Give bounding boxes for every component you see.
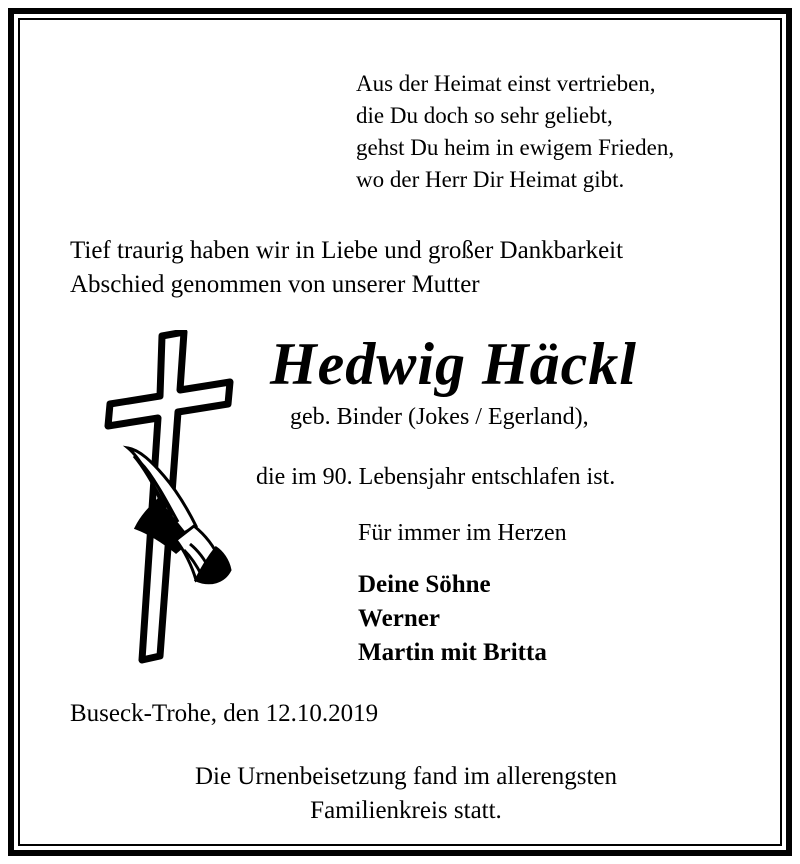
poem-line: die Du doch so sehr geliebt, (356, 103, 613, 128)
poem-line: Aus der Heimat einst vertrieben, (356, 71, 656, 96)
poem-line: wo der Herr Dir Heimat gibt. (356, 167, 625, 192)
burial-note (20, 760, 792, 828)
burial-note-line: Die Urnenbeisetzung fand im allerengsten (194, 763, 618, 790)
poem-line: gehst Du heim in ewigem Frieden, (356, 135, 675, 160)
forever-in-heart: Für immer im Herzen (358, 520, 567, 546)
obituary-frame (8, 8, 792, 856)
burial-note-line: Familienkreis statt. (310, 797, 502, 824)
maiden-name-origin: geb. Binder (Jokes / Egerland), (290, 404, 589, 430)
deceased-name: Hedwig Häckl (270, 331, 637, 397)
place-and-date: Buseck-Trohe, den 12.10.2019 (70, 700, 379, 727)
mourner-line: Werner (358, 605, 440, 632)
age-line: die im 90. Lebensjahr entschlafen ist. (256, 464, 616, 490)
cross-with-praying-hands-icon (100, 330, 240, 670)
obituary-inner-border (18, 18, 782, 846)
mourners-list (358, 568, 547, 670)
mourner-line: Martin mit Britta (358, 639, 547, 666)
intro-line: Tief traurig haben wir in Liebe und großer Dankbarkeit (70, 237, 624, 264)
mourner-line: Deine Söhne (358, 571, 491, 598)
intro-line: Abschied genommen von unserer Mutter (70, 271, 480, 298)
poem (356, 68, 674, 196)
praying-hands (128, 448, 230, 583)
intro-text (70, 234, 623, 302)
